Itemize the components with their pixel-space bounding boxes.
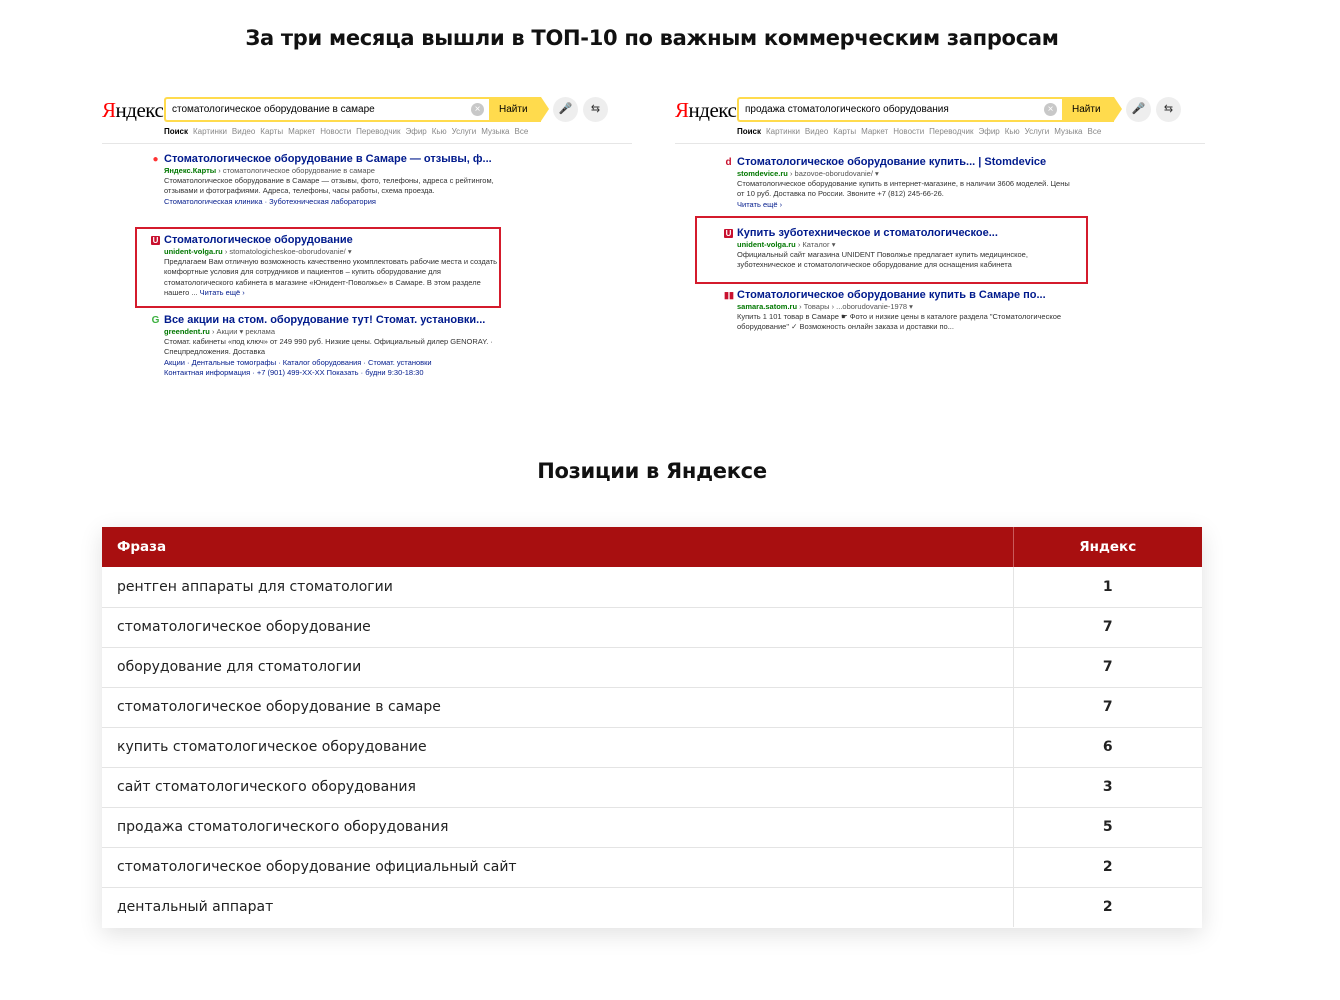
result-url[interactable]: greendent.ru › Акции ▾ реклама: [164, 327, 276, 336]
result-title[interactable]: Стоматологическое оборудование: [164, 234, 353, 246]
search-result-ad: [151, 314, 499, 378]
result-snippet: Официальный сайт магазина UNIDENT Поволжье предлагает купить медицинское, зуботехническое и стоматологическое оборудование для оснащения кабинета: [737, 250, 1028, 270]
ad-label: реклама: [245, 327, 276, 336]
read-more-link[interactable]: Читать ещё ›: [737, 199, 783, 209]
result-title[interactable]: Стоматологическое оборудование купить... | Stomdevice: [737, 156, 1047, 168]
tab-services[interactable]: Услуги: [1024, 127, 1050, 136]
result-url[interactable]: Яндекс.Карты › стоматологическое оборудование в самаре: [164, 166, 375, 175]
phrase-cell: рентген аппараты для стоматологии: [102, 567, 1013, 607]
table-row: [102, 647, 1202, 687]
page-title: За три месяца вышли в ТОП-10 по важным коммерческим запросам: [245, 26, 1059, 50]
search-result: [725, 156, 1072, 210]
table-row: [102, 767, 1202, 807]
divider: [675, 143, 1205, 144]
column-header-phrase: Фраза: [102, 527, 1013, 567]
phrase-cell: дентальный аппарат: [117, 899, 274, 916]
position-cell: 1: [1013, 567, 1202, 607]
yandex-logo: Яндекс: [675, 98, 737, 122]
result-url[interactable]: unident-volga.ru › Каталог ▾: [737, 240, 836, 249]
table-header-row: [102, 527, 1202, 567]
position-cell: 2: [1013, 847, 1202, 887]
result-url[interactable]: samara.satom.ru › Товары › ...oborudovanie-1978 ▾: [737, 302, 913, 311]
tab-all[interactable]: Все: [514, 127, 529, 136]
unident-favicon-icon: U: [725, 229, 732, 238]
result-snippet: Стомат. кабинеты «под ключ» от 249 990 руб. Низкие цены. Официальный дилер GENORAY. · Спецпредложения. Доставка: [164, 337, 493, 357]
position-cell: 7: [1013, 687, 1202, 727]
result-title[interactable]: Стоматологическое оборудование в Самаре — отзывы, ф...: [164, 153, 492, 165]
greendent-favicon-icon: G: [151, 315, 160, 326]
position-cell: 3: [1013, 767, 1202, 807]
result-sitelinks[interactable]: Стоматологическая клиника · Зуботехническая лаборатория: [164, 196, 376, 206]
column-header-yandex: Яндекс: [1013, 527, 1202, 567]
tab-video[interactable]: Видео: [804, 127, 829, 136]
result-url[interactable]: unident-volga.ru › stomatologicheskoe-oborudovanie/ ▾: [164, 247, 352, 256]
position-cell: 6: [1013, 727, 1202, 767]
phrase-cell: купить стоматологическое оборудование: [102, 727, 1013, 767]
tab-market[interactable]: Маркет: [861, 127, 889, 136]
search-button[interactable]: Найти: [489, 97, 541, 122]
highlight-frame: [695, 216, 1088, 284]
clear-icon[interactable]: ×: [1044, 103, 1057, 116]
phrase-cell: сайт стоматологического оборудования: [102, 767, 1013, 807]
result-title[interactable]: Стоматологическое оборудование купить в Самаре по...: [737, 289, 1046, 301]
table-row: [102, 847, 1202, 887]
tab-news[interactable]: Новости: [320, 127, 352, 136]
tab-translator[interactable]: Переводчик: [356, 127, 401, 136]
tab-maps[interactable]: Карты: [833, 127, 857, 136]
result-sitelinks[interactable]: Акции · Дентальные томографы · Каталог оборудования · Стомат. установки: [164, 357, 432, 367]
section-title: Позиции в Яндексе: [537, 459, 767, 483]
highlight-frame: [135, 227, 501, 308]
stomdevice-favicon-icon: d: [725, 157, 732, 168]
tab-market[interactable]: Маркет: [288, 127, 316, 136]
unident-favicon-icon: U: [152, 236, 159, 245]
tab-efir[interactable]: Эфир: [405, 127, 427, 136]
phrase-cell: стоматологическое оборудование официальный сайт: [102, 847, 1013, 887]
yandex-logo: Яндекс: [102, 98, 164, 122]
filter-settings-icon[interactable]: ⇆: [1156, 97, 1181, 122]
map-pin-icon: ●: [152, 154, 159, 165]
tab-q[interactable]: Кью: [431, 127, 447, 136]
filter-settings-icon[interactable]: ⇆: [583, 97, 608, 122]
phrase-cell: стоматологическое оборудование в самаре: [102, 687, 1013, 727]
result-url[interactable]: stomdevice.ru › bazovoe-oborudovanie/ ▾: [737, 169, 879, 178]
divider: [102, 143, 632, 144]
result-title[interactable]: Все акции на стом. оборудование тут! Стомат. установки...: [164, 314, 486, 326]
microphone-icon[interactable]: 🎤: [553, 97, 578, 122]
tab-music[interactable]: Музыка: [1054, 127, 1083, 136]
tab-all[interactable]: Все: [1087, 127, 1102, 136]
result-snippet: Стоматологическое оборудование купить в интернет-магазине, в наличии 3606 моделей. Цены от 10 руб. Доставка по России. Звоните +7 (812) 245-66-26.: [737, 179, 1070, 199]
tab-video[interactable]: Видео: [231, 127, 256, 136]
serp-tabs: [737, 127, 1106, 136]
tab-images[interactable]: Картинки: [193, 127, 227, 136]
search-result: [152, 153, 499, 207]
tab-maps[interactable]: Карты: [260, 127, 284, 136]
position-cell: 7: [1013, 607, 1202, 647]
tab-translator[interactable]: Переводчик: [929, 127, 974, 136]
position-cell: 2: [1013, 887, 1202, 927]
table-row: [102, 607, 1202, 647]
tab-services[interactable]: Услуги: [451, 127, 477, 136]
microphone-icon[interactable]: 🎤: [1126, 97, 1151, 122]
serp-screenshot-right: [675, 95, 1205, 340]
tab-search[interactable]: Поиск: [737, 127, 762, 136]
tab-music[interactable]: Музыка: [481, 127, 510, 136]
result-contacts[interactable]: Контактная информация · +7 (901) 499-XX-XX Показать · будни 9:30-18:30: [164, 367, 424, 377]
tab-efir[interactable]: Эфир: [978, 127, 1000, 136]
result-title[interactable]: Купить зуботехническое и стоматологическое...: [737, 227, 998, 239]
search-input[interactable]: стоматологическое оборудование в самаре: [164, 97, 489, 122]
position-cell: 5: [1013, 807, 1202, 847]
table-row: [102, 887, 1202, 927]
search-button[interactable]: Найти: [1062, 97, 1114, 122]
table-row: [102, 567, 1202, 607]
phrase-cell: продажа стоматологического оборудования: [102, 807, 1013, 847]
tab-q[interactable]: Кью: [1004, 127, 1020, 136]
table-row: [102, 807, 1202, 847]
tab-search[interactable]: Поиск: [164, 127, 189, 136]
table-row: [102, 727, 1202, 767]
phrase-cell: оборудование для стоматологии: [102, 647, 1013, 687]
tab-images[interactable]: Картинки: [766, 127, 800, 136]
serp-tabs: [164, 127, 533, 136]
phrase-cell: стоматологическое оборудование: [102, 607, 1013, 647]
positions-table: [102, 527, 1202, 928]
search-result: [724, 289, 1072, 333]
position-cell: 7: [1013, 647, 1202, 687]
table-row: [102, 687, 1202, 727]
read-more-link[interactable]: Читать ещё ›: [199, 287, 245, 297]
satom-favicon-icon: ▮▮: [724, 290, 734, 300]
tab-news[interactable]: Новости: [893, 127, 925, 136]
result-snippet: Предлагаем Вам отличную возможность качественно укомплектовать рабочие места и создать комфортные условия для сотрудников и пациентов – купить оборудование для стоматологического кабинета в магазине «Юнидент-Поволжье» в Самаре. В этом разделе нашего ... Читать ещё ›: [164, 257, 498, 297]
clear-icon[interactable]: ×: [471, 103, 484, 116]
result-snippet: Купить 1 101 товар в Самаре ☛ Фото и низкие цены в каталоге раздела "Стоматологическое оборудование" ✓ Возможность онлайн заказа и доставки по...: [737, 312, 1062, 332]
serp-screenshot-left: [102, 95, 632, 390]
result-snippet: Стоматологическое оборудование в Самаре — отзывы, фото, телефоны, адреса с рейтингом, отзывами и фотографиями. Адреса, телефоны, часы работы, схема проезда.: [164, 176, 494, 196]
search-input[interactable]: продажа стоматологического оборудования: [737, 97, 1062, 122]
